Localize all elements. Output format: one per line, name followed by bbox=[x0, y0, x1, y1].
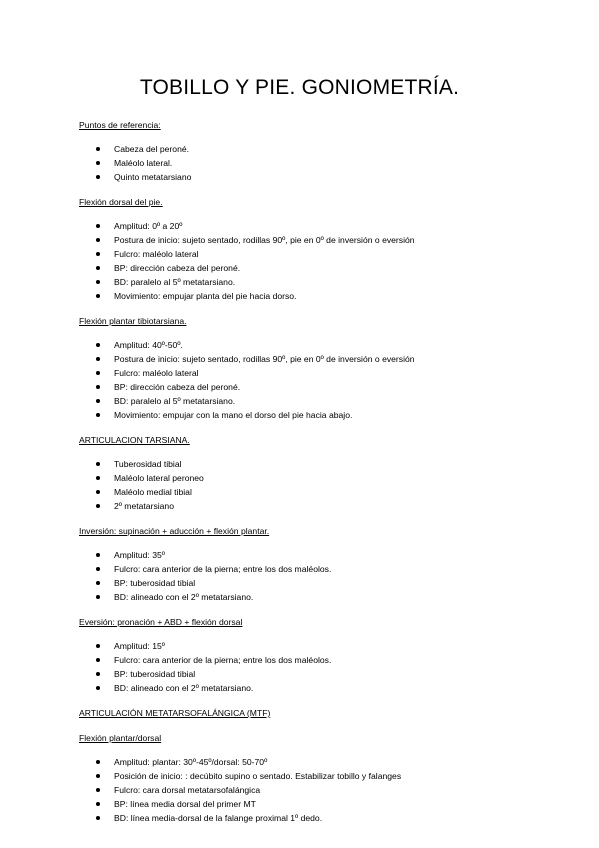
list-item-text: Fulcro: cara dorsal metatarsofalángica bbox=[114, 785, 261, 795]
bullet-icon bbox=[96, 357, 100, 361]
list-item-text: Maléolo medial tibial bbox=[114, 487, 192, 497]
section-heading: ARTICULACION TARSIANA. bbox=[79, 435, 190, 445]
bullet-icon bbox=[96, 343, 100, 347]
list-item bbox=[79, 352, 549, 366]
list-item bbox=[79, 275, 549, 289]
bullet-icon bbox=[96, 567, 100, 571]
bullet-icon bbox=[96, 413, 100, 417]
list-item-text: BD: paralelo al 5º metatarsiano. bbox=[114, 277, 236, 287]
list-item-text: BD: paralelo al 5º metatarsiano. bbox=[114, 396, 236, 406]
list-item-text: 2º metatarsiano bbox=[114, 501, 174, 511]
bullet-icon bbox=[96, 266, 100, 270]
list-item-text: Amplitud: 35º bbox=[114, 550, 165, 560]
list-item bbox=[79, 394, 549, 408]
bullet-icon bbox=[96, 658, 100, 662]
list-item-text: BD: alineado con el 2º metatarsiano. bbox=[114, 592, 254, 602]
list-item bbox=[79, 366, 549, 380]
list-item-text: BP: tuberosidad tibial bbox=[114, 669, 196, 679]
bullet-list bbox=[79, 548, 549, 604]
bullet-icon bbox=[96, 238, 100, 242]
list-item bbox=[79, 755, 549, 769]
bullet-icon bbox=[96, 595, 100, 599]
list-item-text: BP: dirección cabeza del peroné. bbox=[114, 382, 241, 392]
list-item bbox=[79, 233, 549, 247]
list-item-text: Amplitud: plantar: 30º-45º/dorsal: 50-70º bbox=[114, 757, 268, 767]
document-title: TOBILLO Y PIE. GONIOMETRÍA. bbox=[139, 76, 460, 99]
bullet-icon bbox=[96, 581, 100, 585]
list-item bbox=[79, 783, 549, 797]
list-item-text: Amplitud: 0º a 20º bbox=[114, 221, 183, 231]
bullet-icon bbox=[96, 504, 100, 508]
list-item bbox=[79, 170, 549, 184]
list-item bbox=[79, 408, 549, 422]
list-item-text: Maléolo lateral. bbox=[114, 158, 173, 168]
list-item-text: Fulcro: maléolo lateral bbox=[114, 368, 199, 378]
list-item-text: Amplitud: 15º bbox=[114, 641, 165, 651]
bullet-list bbox=[79, 142, 549, 184]
bullet-icon bbox=[96, 294, 100, 298]
list-item-text: Cabeza del peroné. bbox=[114, 144, 190, 154]
list-item bbox=[79, 289, 549, 303]
bullet-icon bbox=[96, 644, 100, 648]
bullet-icon bbox=[96, 175, 100, 179]
list-item-text: Maléolo lateral peroneo bbox=[114, 473, 204, 483]
list-item bbox=[79, 639, 549, 653]
list-item bbox=[79, 681, 549, 695]
list-item bbox=[79, 338, 549, 352]
bullet-list bbox=[79, 639, 549, 695]
bullet-icon bbox=[96, 774, 100, 778]
section-heading: Puntos de referencia: bbox=[79, 120, 161, 130]
list-item-text: Amplitud: 40º-50º. bbox=[114, 340, 183, 350]
list-item-text: BD: alineado con el 2º metatarsiano. bbox=[114, 683, 254, 693]
list-item-text: Posición de inicio: : decúbito supino o sentado. Estabilizar tobillo y falanges bbox=[114, 771, 402, 781]
bullet-list bbox=[79, 755, 549, 825]
bullet-icon bbox=[96, 476, 100, 480]
list-item bbox=[79, 562, 549, 576]
list-item bbox=[79, 485, 549, 499]
list-item-text: BP: línea media dorsal del primer MT bbox=[114, 799, 256, 809]
list-item bbox=[79, 797, 549, 811]
section-heading: Inversión: supinación + aducción + flexión plantar. bbox=[79, 526, 270, 536]
section-heading: Flexión plantar tibiotarsiana. bbox=[79, 316, 187, 326]
list-item bbox=[79, 548, 549, 562]
list-item-text: Fulcro: cara anterior de la pierna; entre los dos maléolos. bbox=[114, 564, 332, 574]
list-item bbox=[79, 590, 549, 604]
list-item bbox=[79, 471, 549, 485]
list-item-text: BP: dirección cabeza del peroné. bbox=[114, 263, 241, 273]
list-item bbox=[79, 811, 549, 825]
bullet-icon bbox=[96, 280, 100, 284]
list-item bbox=[79, 576, 549, 590]
section-heading: Eversión: pronación + ABD + flexión dorsal bbox=[79, 617, 243, 627]
document-content bbox=[79, 118, 549, 836]
bullet-icon bbox=[96, 224, 100, 228]
list-item-text: Movimiento: empujar con la mano el dorso del pie hacia abajo. bbox=[114, 410, 353, 420]
section-heading: Flexión plantar/dorsal bbox=[79, 733, 162, 743]
bullet-icon bbox=[96, 816, 100, 820]
bullet-icon bbox=[96, 161, 100, 165]
list-item-text: BP: tuberosidad tibial bbox=[114, 578, 196, 588]
bullet-list bbox=[79, 219, 549, 303]
bullet-icon bbox=[96, 672, 100, 676]
bullet-icon bbox=[96, 553, 100, 557]
bullet-icon bbox=[96, 788, 100, 792]
list-item bbox=[79, 247, 549, 261]
list-item bbox=[79, 769, 549, 783]
list-item bbox=[79, 156, 549, 170]
bullet-icon bbox=[96, 760, 100, 764]
bullet-icon bbox=[96, 802, 100, 806]
bullet-icon bbox=[96, 385, 100, 389]
list-item bbox=[79, 219, 549, 233]
list-item bbox=[79, 261, 549, 275]
list-item-text: Movimiento: empujar planta del pie hacia dorso. bbox=[114, 291, 297, 301]
list-item-text: Fulcro: maléolo lateral bbox=[114, 249, 199, 259]
list-item bbox=[79, 667, 549, 681]
list-item-text: BD: línea media-dorsal de la falange proximal 1º dedo. bbox=[114, 813, 323, 823]
list-item-text: Quinto metatarsiano bbox=[114, 172, 192, 182]
list-item bbox=[79, 457, 549, 471]
bullet-icon bbox=[96, 490, 100, 494]
list-item bbox=[79, 142, 549, 156]
bullet-icon bbox=[96, 462, 100, 466]
list-item-text: Tuberosidad tibial bbox=[114, 459, 182, 469]
bullet-icon bbox=[96, 147, 100, 151]
section-heading: ARTICULACIÓN METATARSOFALÁNGICA (MTF) bbox=[79, 708, 271, 718]
bullet-list bbox=[79, 457, 549, 513]
list-item bbox=[79, 380, 549, 394]
list-item bbox=[79, 499, 549, 513]
bullet-icon bbox=[96, 252, 100, 256]
list-item-text: Fulcro: cara anterior de la pierna; entre los dos maléolos. bbox=[114, 655, 332, 665]
bullet-list bbox=[79, 338, 549, 422]
bullet-icon bbox=[96, 371, 100, 375]
section-heading: Flexión dorsal del pie. bbox=[79, 197, 163, 207]
list-item-text: Postura de inicio: sujeto sentado, rodillas 90º, pie en 0º de inversión o eversión bbox=[114, 354, 415, 364]
list-item bbox=[79, 653, 549, 667]
list-item-text: Postura de inicio: sujeto sentado, rodillas 90º, pie en 0º de inversión o eversión bbox=[114, 235, 415, 245]
bullet-icon bbox=[96, 686, 100, 690]
bullet-icon bbox=[96, 399, 100, 403]
